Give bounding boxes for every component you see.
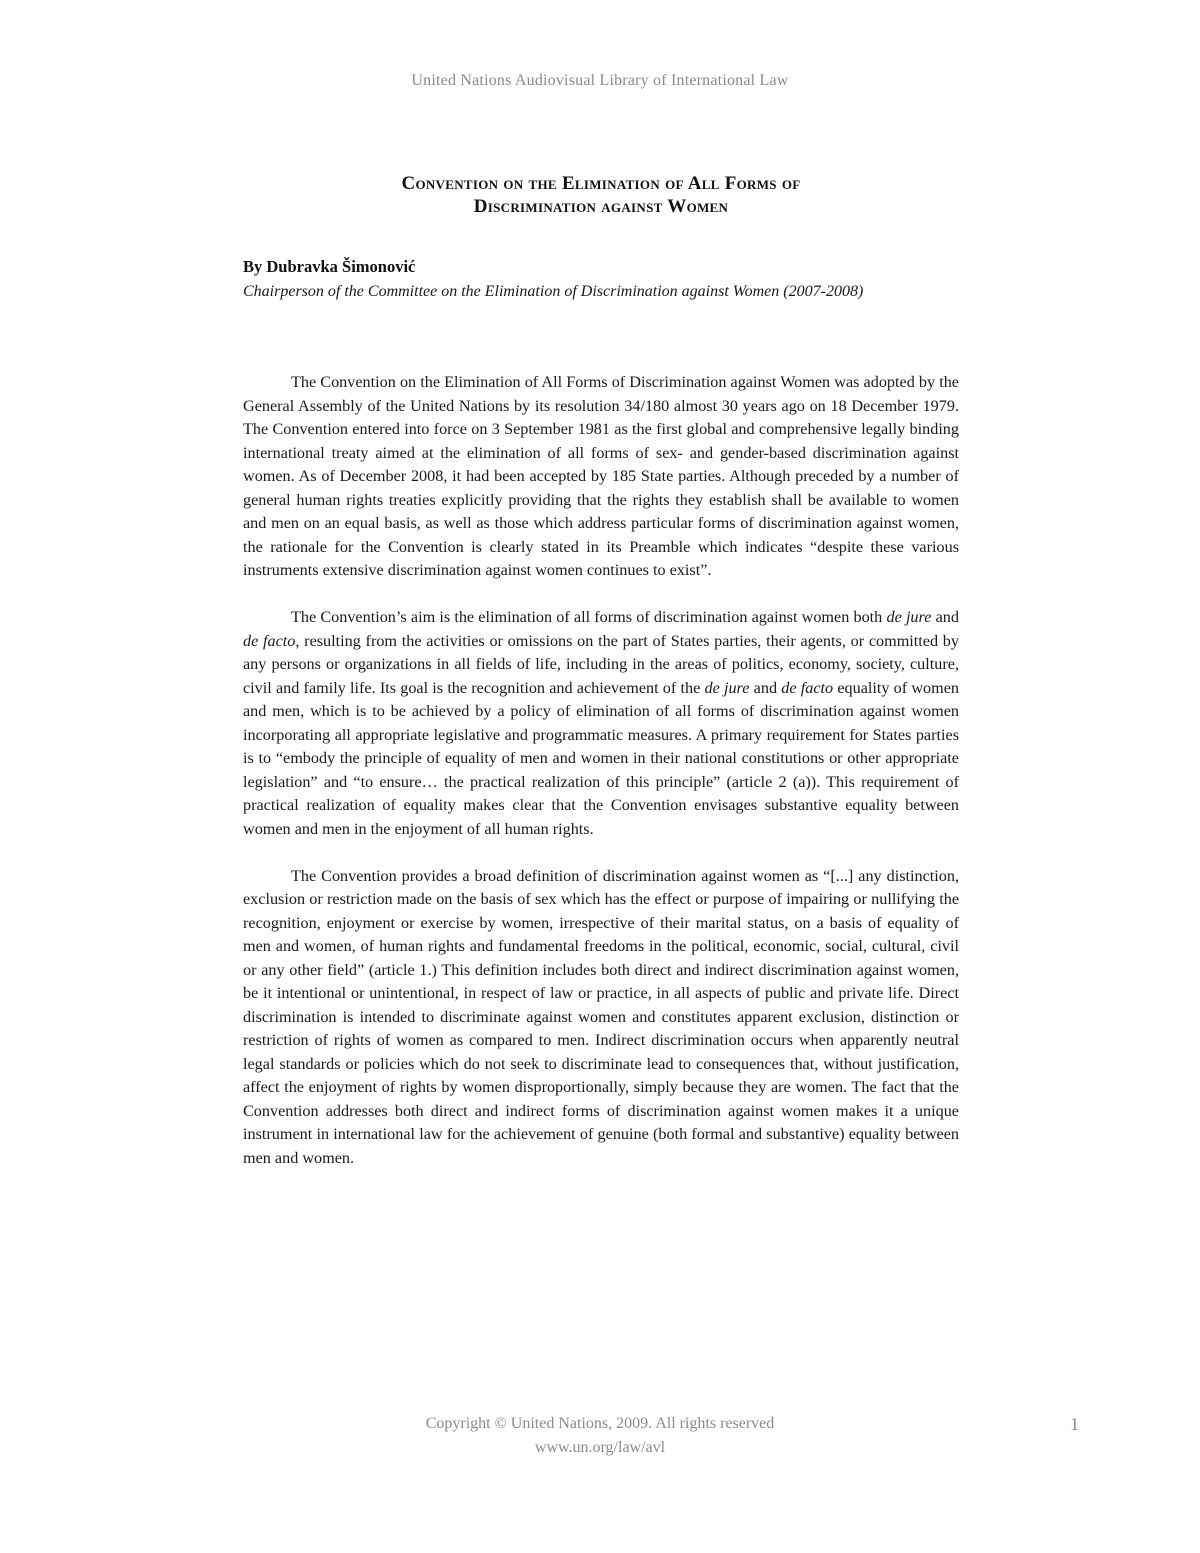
paragraph-2-emphasis-4: de facto — [781, 678, 834, 697]
paragraph-2-emphasis-1: de jure — [886, 608, 932, 626]
paragraph-3: The Convention provides a broad definition of discrimination against women as “[...] any distinction, exclusion or restriction made on the basis of sex which has the effect or purpose of impairing or nullifying the recognition, enjoyment or exercise by women, irrespective of their marital status, on a basis of equality of men and women, of human rights and fundamental freedoms in the political, economic, social, cultural, civil or any other field” (article 1.) This definition includes both direct and indirect discrimination against women, be it intentional or unintentional, in respect of law or practice, in all aspects of public and private life. Direct discrimination is intended to discriminate against women and constitutes apparent exclusion, distinction or restriction of rights of women as compared to men. Indirect discrimination occurs when apparently neutral legal standards or policies which do not seek to discriminate lead to consequences that, without justification, affect the enjoyment of rights by women disproportionally, simply because they are women. The fact that the Convention addresses both direct and indirect forms of discrimination against women makes it a unique instrument in international law for the achievement of genuine (both formal and substantive) equality between men and women. — [243, 866, 959, 1167]
document-title — [243, 172, 959, 218]
article-body — [243, 371, 959, 1194]
document-title-line-2: Discrimination against Women — [473, 196, 729, 217]
document-title-line-1: Convention on the Elimination of All Forms of — [401, 173, 801, 194]
paragraph-2-text-5: equality of women and men, which is to be achieved by a policy of elimination of all forms of discrimination against women incorporating all appropriate legislative and programmatic measures. A primary requirement for States parties is to “embody the principle of equality of men and women in their national constitutions or other appropriate legislation” and “to ensure… the practical realization of this principle” (article 2 (a)). This requirement of practical realization of equality makes clear that the Convention envisages substantive equality between women and men in the enjoyment of all human rights. — [243, 678, 960, 838]
paragraph-2 — [243, 606, 959, 841]
paragraph-1: The Convention on the Elimination of All Forms of Discrimination against Women was adopted by the General Assembly of the United Nations by its resolution 34/180 almost 30 years ago on 18 December 1979. The Convention entered into force on 3 September 1981 as the first global and comprehensive legally binding international treaty aimed at the elimination of all forms of sex- and gender-based discrimination against women. As of December 2008, it had been accepted by 185 State parties. Although preceded by a number of general human rights treaties explicitly providing that the rights they establish shall be available to women and men on an equal basis, as well as those which address particular forms of discrimination against women, the rationale for the Convention is clearly stated in its Preamble which indicates “despite these various instruments extensive discrimination against women continues to exist”. — [243, 373, 959, 579]
author-affiliation: Chairperson of the Committee on the Elimination of Discrimination against Women (2007-2008) — [243, 283, 864, 300]
footer-url: www.un.org/law/avl — [534, 1439, 666, 1456]
running-header: United Nations Audiovisual Library of International Law — [411, 72, 789, 89]
footer-copyright: Copyright © United Nations, 2009. All rights reserved — [425, 1415, 775, 1432]
paragraph-2-text-4: and — [749, 678, 782, 697]
author-byline: By Dubravka Šimonović — [243, 257, 416, 276]
paragraph-2-text-1: The Convention’s aim is the elimination of all forms of discrimination against women both — [291, 608, 887, 626]
paragraph-2-emphasis-2: de facto — [243, 631, 296, 650]
page-number: 1 — [1070, 1414, 1079, 1434]
paragraph-2-text-2: and — [931, 608, 959, 626]
page-footer — [0, 1412, 1200, 1460]
paragraph-2-text-3: , resulting from the activities or omissions on the part of States parties, their agents, or committed by any persons or organizations in all fields of life, including in the areas of politics, economy, society, culture, civil and family life. Its goal is the recognition and achievement of the — [243, 631, 959, 697]
paragraph-2-emphasis-3: de jure — [704, 678, 750, 697]
